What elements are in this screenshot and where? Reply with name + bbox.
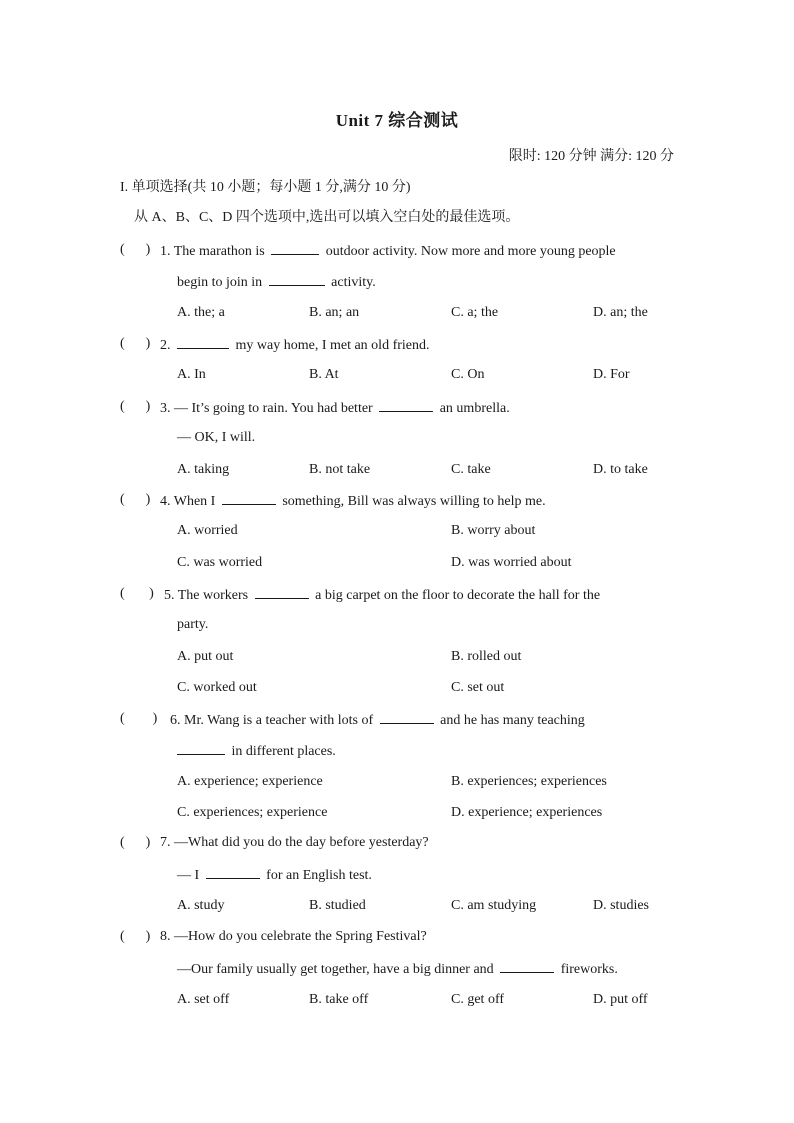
answer-paren[interactable]: ( ) [120,929,151,944]
question-text: an umbrella. [439,401,510,416]
section-heading: I. 单项选择(共 10 小题；每小题 1 分,满分 10 分) [120,180,411,195]
question-text: a big carpet on the floor to decorate the hall for the [315,588,601,603]
question-text: outdoor activity. Now more and more young people [325,244,616,259]
option-a[interactable]: A. taking [177,461,230,477]
question-text: — I [177,868,200,884]
option-b[interactable]: B. take off [309,991,369,1007]
question-7 [120,833,672,927]
option-a[interactable]: A. put out [177,648,234,664]
option-b[interactable]: B. At [309,367,339,383]
option-c[interactable]: C. worked out [177,679,257,695]
question-text: in different places. [231,744,336,760]
question-8 [120,927,672,1021]
option-a[interactable]: A. experience; experience [177,773,323,789]
option-c[interactable]: C. a; the [451,304,499,320]
option-d[interactable]: D. For [593,367,630,383]
option-c[interactable]: C. get off [451,991,505,1007]
question-text: —What did you do the day before yesterday? [174,835,429,850]
page-title: Unit 7 综合测试 [335,111,459,130]
option-c[interactable]: C. take [451,461,491,477]
question-text: —How do you celebrate the Spring Festival? [174,929,427,944]
option-a[interactable]: A. set off [177,991,230,1007]
question-text: something, Bill was always willing to help me. [282,494,546,509]
option-a[interactable]: A. study [177,897,225,913]
answer-blank[interactable] [222,490,276,505]
question-text: When I [173,494,216,509]
answer-paren[interactable]: ( ) [120,336,151,351]
option-d[interactable]: D. an; the [593,304,648,320]
answer-paren[interactable]: ( ) [120,835,151,850]
answer-blank[interactable] [269,271,325,286]
answer-paren[interactable]: ( ) [120,492,151,507]
question-number: 2. [160,338,171,353]
question-text: my way home, I met an old friend. [235,338,430,353]
option-c[interactable]: C. experiences; experience [177,804,328,820]
question-text: begin to join in [177,275,263,291]
question-text: activity. [331,275,376,291]
answer-blank[interactable] [206,864,260,879]
option-a[interactable]: A. the; a [177,304,225,320]
option-c[interactable]: C. was worried [177,554,263,570]
answer-paren[interactable]: ( ) [120,711,158,726]
option-a[interactable]: A. worried [177,523,238,539]
option-d[interactable]: D. to take [593,461,648,477]
question-5 [120,584,672,709]
question-text: — It’s going to rain. You had better [174,401,373,416]
question-text: Mr. Wang is a teacher with lots of [184,713,374,728]
answer-blank[interactable] [271,240,319,255]
option-b[interactable]: B. studied [309,897,366,913]
question-number: 1. [160,244,171,259]
question-4 [120,490,672,584]
option-c[interactable]: C. On [451,367,485,383]
answer-blank[interactable] [379,397,433,412]
question-text: and he has many teaching [440,713,585,728]
option-b[interactable]: B. worry about [451,523,536,539]
time-limit: 限时: 120 分钟 满分: 120 分 [508,149,674,164]
question-3 [120,397,672,491]
answer-blank[interactable] [255,584,309,599]
question-number: 3. [160,401,171,416]
option-d[interactable]: D. put off [593,991,648,1007]
answer-paren[interactable]: ( ) [120,399,151,414]
answer-blank[interactable] [500,958,554,973]
answer-paren[interactable]: ( ) [120,586,154,601]
answer-blank[interactable] [177,334,229,349]
question-2 [120,334,672,397]
question-text: fireworks. [560,962,618,978]
option-d[interactable]: D. experience; experiences [451,804,603,820]
option-b[interactable]: B. not take [309,461,371,477]
question-text: —Our family usually get together, have a big dinner and [177,962,494,978]
question-6 [120,709,672,834]
question-1 [120,240,672,334]
option-d[interactable]: C. set out [451,679,505,695]
answer-blank[interactable] [380,709,434,724]
option-b[interactable]: B. an; an [309,304,360,320]
question-number: 5. [164,588,175,603]
section-instruction: 从 A、B、C、D 四个选项中,选出可以填入空白处的最佳选项。 [134,210,520,225]
option-d[interactable]: D. was worried about [451,554,572,570]
question-number: 7. [160,835,171,850]
option-d[interactable]: D. studies [593,897,649,913]
option-b[interactable]: B. rolled out [451,648,522,664]
question-number: 8. [160,929,171,944]
question-text: — OK, I will. [177,430,256,446]
option-b[interactable]: B. experiences; experiences [451,773,607,789]
question-text: The workers [177,588,249,603]
question-number: 6. [170,713,181,728]
answer-blank[interactable] [177,740,225,755]
question-text: for an English test. [266,868,372,884]
option-a[interactable]: A. In [177,367,206,383]
option-c[interactable]: C. am studying [451,897,537,913]
question-number: 4. [160,494,171,509]
question-text: party. [177,617,209,633]
answer-paren[interactable]: ( ) [120,242,151,257]
question-text: The marathon is [173,244,265,259]
